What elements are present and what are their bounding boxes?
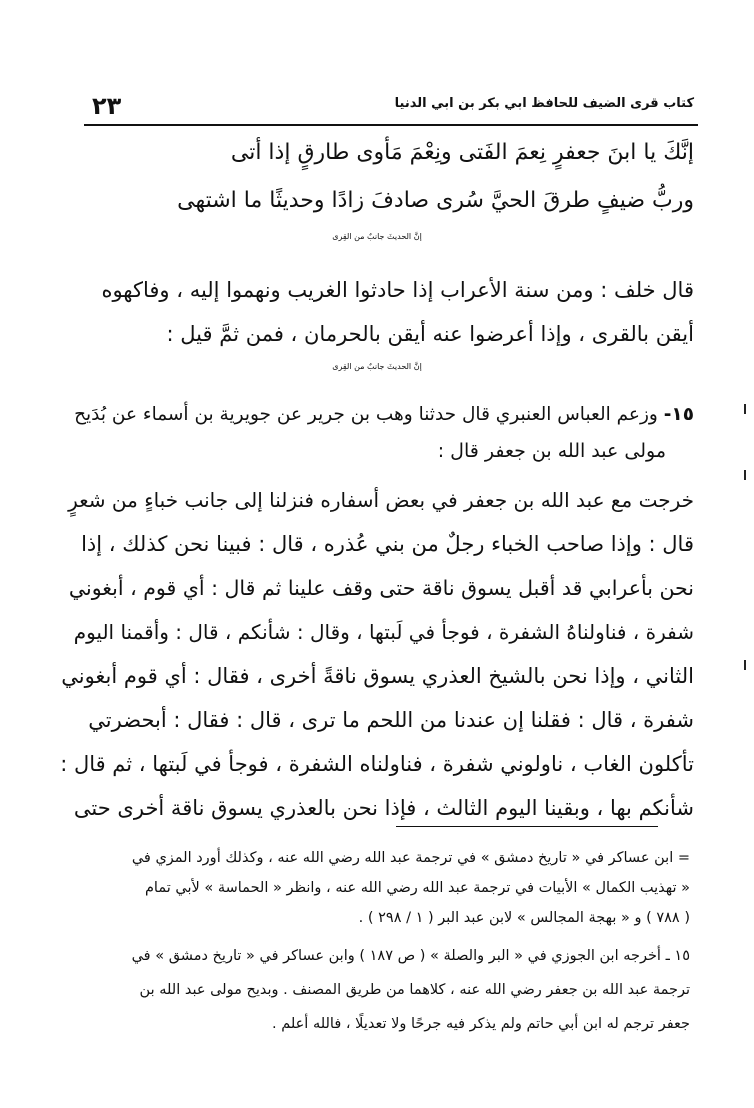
story-line-3: نحن بأعرابي قد أقبل يسوق ناقة حتى وقف علينا ثم قال : أي قوم ، أبغوني	[68, 576, 694, 600]
story-line-5: الثاني ، وإذا نحن بالشيخ العذري يسوق ناقةً أخرى ، فقال : أي قوم أبغوني	[61, 664, 694, 688]
margin-mark	[744, 404, 746, 414]
story-line-6: شفرة ، قال : فقلنا إن عندنا من اللحم ما ترى ، قال : فقال : أبحضرتي	[88, 708, 694, 732]
story-line-1: خرجت مع عبد الله بن جعفر في بعض أسفاره فنزلنا إلى جانب خباءٍ من شعرٍ	[68, 488, 694, 512]
margin-mark	[744, 660, 746, 670]
footnote-1-line-1: = ابن عساكر في « تاريخ دمشق » في ترجمة عبد الله رضي الله عنه ، وكذلك أورد المزي في	[131, 850, 690, 866]
para-line-2: أيقن بالقرى ، وإذا أعرضوا عنه أيقن بالحرمان ، فمن ثمَّ قيل :	[166, 322, 694, 346]
hadith-15-line-2: مولى عبد الله بن جعفر قال :	[437, 440, 666, 462]
page-number: ٢٣	[92, 92, 122, 120]
hadith-number: ١٥-	[663, 404, 694, 425]
story-line-8: شأنكم بها ، وبقينا اليوم الثالث ، فإذا نحن بالعذري يسوق ناقة أخرى حتى	[73, 796, 694, 820]
hadith-15-isnad: وزعم العباس العنبري قال حدثنا وهب بن جرير عن جويرية بن أسماء عن بُدَيح	[74, 404, 658, 425]
footnote-rule	[396, 826, 658, 827]
para-verse: إنَّ الحديثَ جانبٌ من القِرى	[332, 362, 422, 371]
footnote-2-line-3: جعفر ترجم له ابن أبي حاتم ولم يذكر فيه جرحًا ولا تعديلًا ، فالله أعلم .	[271, 1016, 690, 1032]
story-line-4: شفرة ، فناولناهُ الشفرة ، فوجأ في لَبتها ، وقال : شأنكم ، قال : وأقمنا اليوم	[73, 620, 694, 644]
page-header	[88, 92, 694, 122]
footnote-2-line-1: ١٥ ـ أخرجه ابن الجوزي في « البر والصلة » ( ص ١٨٧ ) وابن عساكر في « تاريخ دمشق » في	[131, 948, 690, 964]
running-title: كتاب قرى الضيف للحافظ ابي بكر بن ابي الدنيا	[394, 96, 694, 111]
story-line-7: تأكلون الغاب ، ناولوني شفرة ، فناولناه الشفرة ، فوجأ في لَبتها ، ثم قال :	[60, 752, 694, 776]
poem-line-1: إنَّكَ يا ابنَ جعفرٍ نِعمَ الفَتى ونِعْمَ مَأوى طارقٍ إذا أتى	[230, 140, 694, 165]
para-line-1: قال خلف : ومن سنة الأعراب إذا حادثوا الغريب ونهموا إليه ، وفاكهوه	[101, 278, 694, 302]
poem-line-2: وربُّ ضيفٍ طرقَ الحيَّ سُرى صادفَ زادًا وحديثًا ما اشتهى	[177, 188, 694, 213]
footnote-2-line-2: ترجمة عبد الله بن جعفر رضي الله عنه ، كلاهما من طريق المصنف . وبديح مولى عبد الله بن	[139, 982, 690, 998]
header-rule	[84, 124, 698, 126]
footnote-1-line-3: ( ٧٨٨ ) و « بهجة المجالس » لابن عبد البر ( ١ / ٢٩٨ ) .	[358, 910, 690, 926]
story-line-2: قال : وإذا صاحب الخباء رجلٌ من بني عُذره ، قال : فبينا نحن كذلك ، إذا	[81, 532, 694, 556]
footnote-1-line-2: « تهذيب الكمال » الأبيات في ترجمة عبد الله رضي الله عنه ، وانظر « الحماسة » لأبي تمام	[144, 880, 690, 896]
poem-line-3: إنَّ الحديثَ جانبٌ من القِرى	[332, 232, 422, 241]
hadith-15-line-1	[74, 404, 694, 425]
margin-mark	[744, 470, 746, 480]
